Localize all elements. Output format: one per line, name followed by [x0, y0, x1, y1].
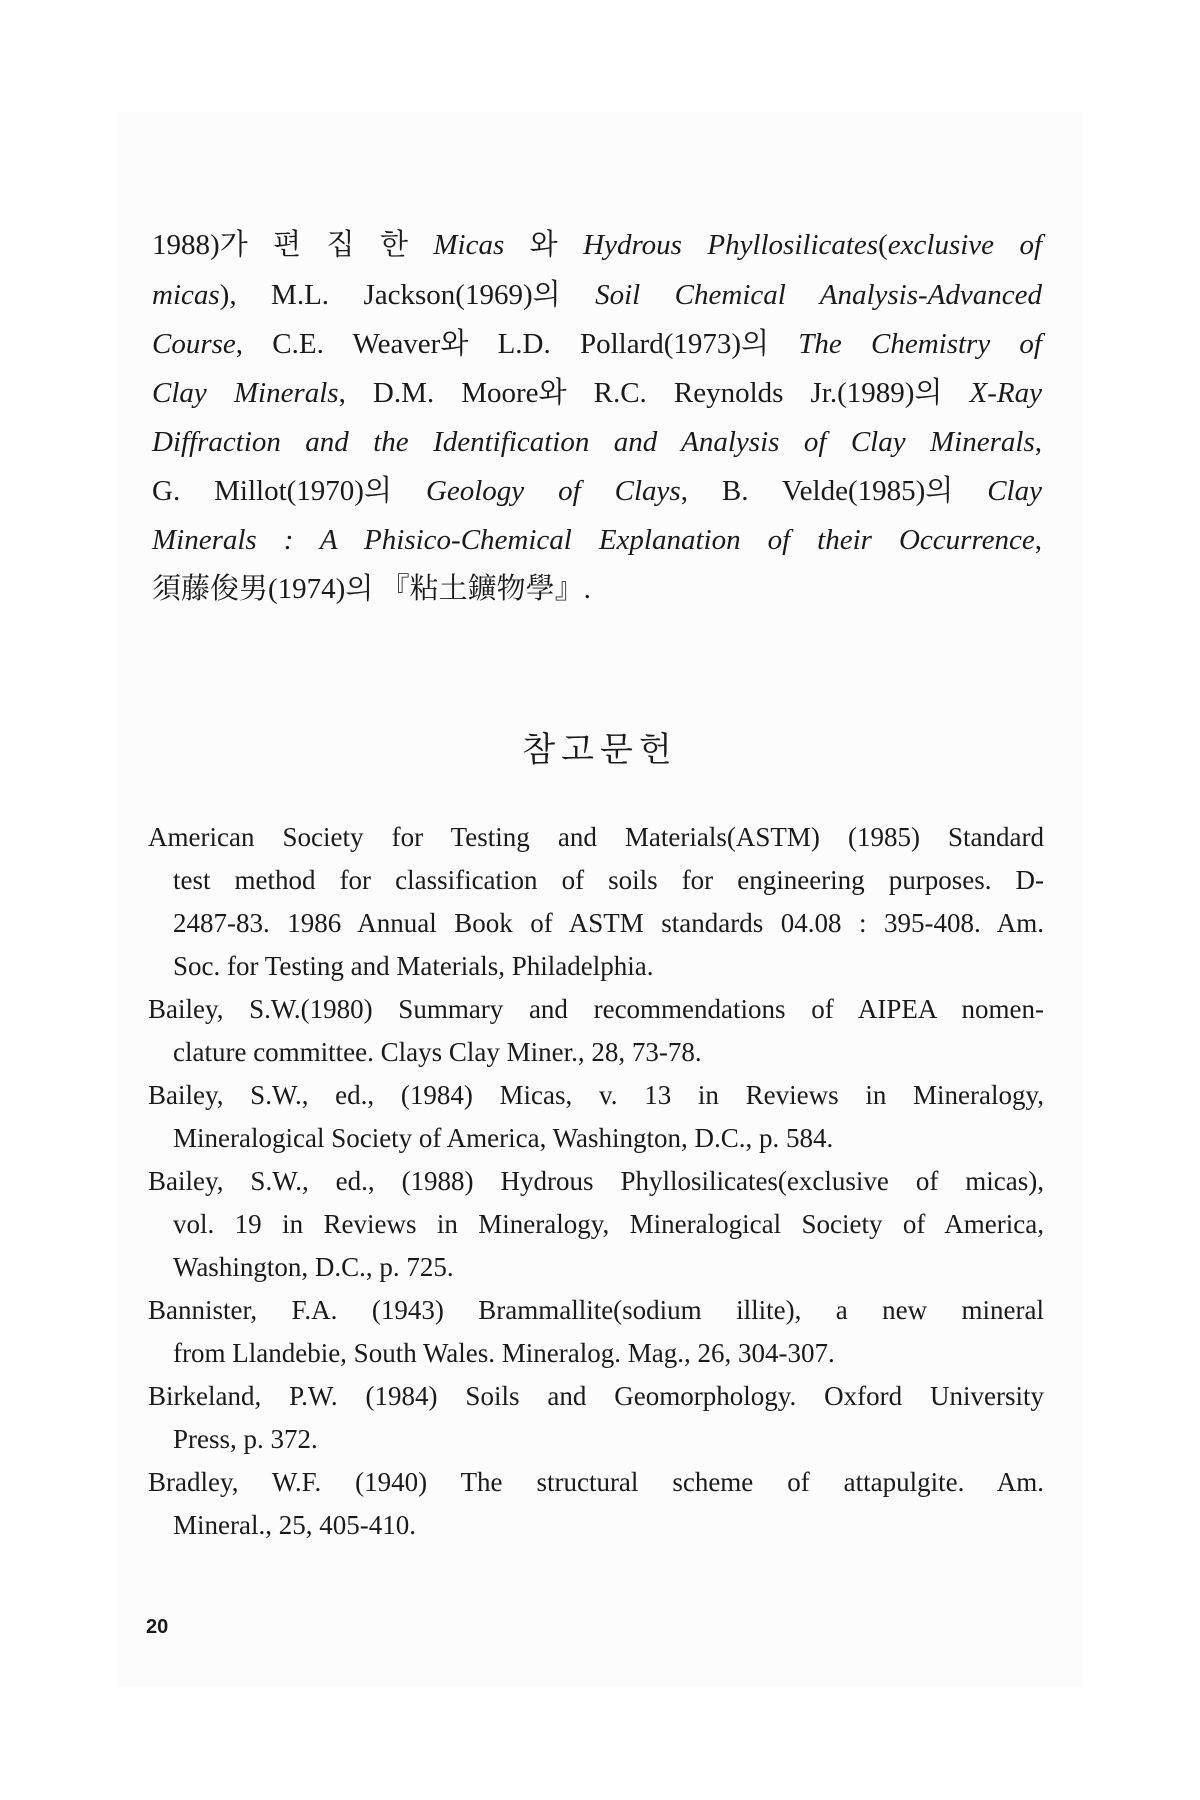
section-heading-references: 참고문헌: [522, 732, 678, 769]
italic-title: exclusive of: [887, 229, 1042, 261]
italic-title: Hydrous Phyllosilicates: [583, 229, 879, 261]
italic-title: Minerals : A Phisico-Chemical Explanation of their Occurrence: [152, 524, 1035, 556]
reference-line: Soc. for Testing and Materials, Philadelphia.: [173, 951, 654, 981]
reference-line: American Society for Testing and Materials(ASTM) (1985) Standard: [148, 822, 1044, 852]
reference-line: Bailey, S.W.(1980) Summary and recommendations of AIPEA nomen-: [148, 994, 1044, 1024]
text-run: , C.E. Weaver와 L.D. Pollard(1973)의: [235, 328, 799, 360]
intro-line: [152, 228, 1042, 262]
text-run: 須藤俊男(1974)의 『粘土鑛物學』.: [152, 573, 591, 605]
text-run: ,: [1034, 426, 1042, 458]
text-run: , B. Velde(1985)의: [680, 475, 988, 507]
italic-title: Diffraction and the Identification and Analysis of Clay Minerals: [152, 426, 1035, 458]
reference-line: Press, p. 372.: [173, 1424, 318, 1454]
reference-line: Bannister, F.A. (1943) Brammallite(sodium illite), a new mineral: [148, 1295, 1044, 1325]
text-run: ,: [1034, 524, 1042, 556]
intro-line: [152, 327, 1042, 361]
reference-line: 2487-83. 1986 Annual Book of ASTM standards 04.08 : 395-408. Am.: [173, 908, 1044, 938]
reference-line: Mineral., 25, 405-410.: [173, 1510, 416, 1540]
page-number: 20: [146, 1616, 169, 1638]
reference-line: clature committee. Clays Clay Miner., 28, 73-78.: [173, 1037, 702, 1067]
reference-line: Washington, D.C., p. 725.: [173, 1252, 454, 1282]
italic-title: Clay Minerals: [152, 377, 339, 409]
text-run: G. Millot(1970)의: [152, 475, 426, 507]
reference-line: Bradley, W.F. (1940) The structural scheme of attapulgite. Am.: [148, 1467, 1044, 1497]
italic-title: micas: [152, 279, 220, 311]
reference-line: test method for classification of soils for engineering purposes. D-: [173, 865, 1044, 895]
reference-line: Birkeland, P.W. (1984) Soils and Geomorphology. Oxford University: [148, 1381, 1044, 1411]
text-run: 와: [504, 229, 584, 261]
italic-title: Micas: [433, 229, 505, 261]
italic-title: Soil Chemical Analysis-Advanced: [595, 279, 1042, 311]
text-run: , D.M. Moore와 R.C. Reynolds Jr.(1989)의: [338, 377, 970, 409]
italic-title: The Chemistry of: [798, 328, 1042, 360]
reference-line: from Llandebie, South Wales. Mineralog. Mag., 26, 304-307.: [173, 1338, 835, 1368]
intro-line: [152, 474, 1042, 508]
intro-line: [152, 425, 1042, 459]
intro-line: [152, 376, 1042, 410]
intro-line: [152, 523, 1042, 557]
text-run: (: [878, 229, 888, 261]
text-run: ), M.L. Jackson(1969)의: [219, 279, 596, 311]
italic-title: Clay: [987, 475, 1042, 507]
text-run: 1988)가 편 집 한: [152, 229, 434, 261]
reference-line: vol. 19 in Reviews in Mineralogy, Mineralogical Society of America,: [173, 1209, 1044, 1239]
intro-line: [152, 572, 1042, 606]
italic-title: Course: [152, 328, 236, 360]
intro-line: [152, 278, 1042, 312]
reference-line: Bailey, S.W., ed., (1988) Hydrous Phyllosilicates(exclusive of micas),: [148, 1166, 1044, 1196]
italic-title: X-Ray: [969, 377, 1042, 409]
reference-line: Mineralogical Society of America, Washington, D.C., p. 584.: [173, 1123, 834, 1153]
reference-line: Bailey, S.W., ed., (1984) Micas, v. 13 in Reviews in Mineralogy,: [148, 1080, 1044, 1110]
italic-title: Geology of Clays: [425, 475, 681, 507]
